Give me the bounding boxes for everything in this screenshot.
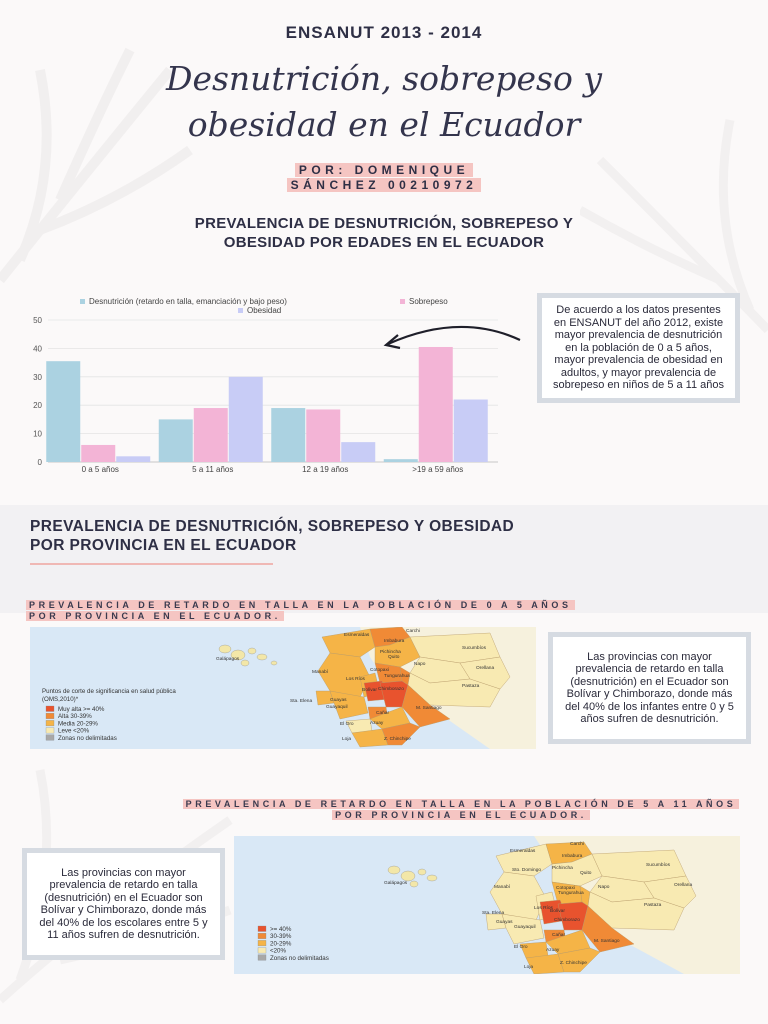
legend-swatch	[258, 933, 266, 939]
legend-label: 20-29%	[270, 940, 292, 948]
section-ages-title-line1: PREVALENCIA DE DESNUTRICIÓN, SOBREPESO Y	[194, 215, 574, 232]
map1-legend-title-line2: (OMS,2010)*	[42, 696, 79, 703]
y-tick-label: 20	[33, 401, 42, 411]
bar-desnutricion	[271, 408, 305, 462]
province-label: Cotopaxi	[556, 886, 575, 891]
province-label: Guayas	[330, 698, 347, 703]
y-tick-label: 40	[33, 344, 42, 354]
divider	[30, 563, 273, 565]
legend-label: >= 40%	[270, 926, 292, 933]
x-tick-label: 5 a 11 años	[192, 465, 234, 474]
province-label: Pastaza	[644, 903, 662, 908]
section-ages-title-line2: OBESIDAD POR EDADES EN EL ECUADOR	[223, 234, 545, 251]
province-label: Manabí	[494, 885, 510, 890]
legend-label: Zonas no delimitadas	[58, 734, 117, 742]
section-provinces-title-line1: PREVALENCIA DE DESNUTRICIÓN, SOBREPESO Y OBESIDAD	[30, 518, 515, 535]
map1-legend-title-line1: Puntos de corte de significancia en salud pública	[42, 688, 176, 695]
province-label: Manabí	[312, 670, 328, 675]
author-badge	[256, 163, 512, 193]
legend-label: Desnutrición (retardo en talla, emanciación y bajo peso)	[89, 297, 287, 306]
province-label: Pastaza	[462, 684, 480, 689]
province-label: Napo	[414, 662, 426, 667]
province-label: Imbabura	[562, 854, 583, 859]
bar-desnutricion	[384, 459, 418, 462]
province-label: Los Ríos	[346, 677, 365, 682]
province-label: El Oro	[514, 945, 528, 950]
y-tick-label: 10	[33, 429, 42, 439]
age-chart-note-text: De acuerdo a los datos presentes en ENSANUT del año 2012, existe mayor prevalencia de desnutrición en la población de 0 a 5 años, mayor prevalencia de obesidad en adultos, y mayor prevalencia de sobrepeso en niños de 5 a 11 años	[552, 304, 725, 392]
legend-swatch	[46, 706, 54, 712]
province-label: Esmeraldas	[344, 633, 370, 638]
bar-obesidad	[116, 456, 150, 462]
province-label: Carchi	[406, 629, 420, 634]
map2-tag	[176, 799, 746, 821]
map2-note	[22, 848, 225, 960]
legend-swatch	[258, 948, 266, 954]
author-text: POR: DOMENIQUE SÁNCHEZ 00210972	[287, 163, 482, 192]
province-label: Chimborazo	[378, 687, 404, 692]
legend-swatch	[46, 713, 54, 719]
province-label: M. Santiago	[594, 939, 620, 944]
province-label: Carchi	[570, 842, 584, 847]
page-title	[0, 56, 768, 148]
legend-swatch	[46, 720, 54, 726]
province-label: Esmeraldas	[510, 849, 536, 854]
province-label: Cañar	[552, 933, 566, 938]
province-label: Guayaquil	[326, 705, 348, 710]
province-label: M. Santiago	[416, 706, 442, 711]
legend-swatch	[400, 299, 405, 304]
province-label: Z. Chinchipe	[560, 961, 587, 966]
province-label: Quito	[388, 655, 400, 660]
province-label: Loja	[524, 965, 534, 970]
bar-obesidad	[229, 377, 263, 462]
map1-tag	[26, 600, 606, 622]
province-label: Pichincha	[552, 866, 573, 871]
y-tick-label: 30	[33, 372, 42, 382]
x-tick-label: 12 a 19 años	[302, 465, 349, 474]
y-tick-label: 0	[37, 458, 42, 467]
province-label: Imbabura	[384, 639, 405, 644]
legend-label: Alta 30-39%	[58, 713, 92, 721]
province-label: Sta. Elena	[482, 911, 505, 916]
age-chart-note	[537, 293, 740, 403]
province-label: Azuay	[370, 721, 384, 726]
province-label: Chimborazo	[554, 918, 580, 923]
map-ecuador-0-5	[30, 627, 536, 749]
province-label: Guayas	[496, 920, 513, 925]
province-label: Tungurahua	[558, 891, 584, 896]
bar-sobrepeso	[306, 409, 340, 462]
section-provinces-title-line2: POR PROVINCIA EN EL ECUADOR	[30, 537, 297, 554]
legend-label: Leve <20%	[58, 727, 90, 735]
bar-desnutricion	[46, 361, 80, 462]
y-tick-label: 50	[33, 316, 42, 325]
bar-obesidad	[454, 400, 488, 462]
province-label: Napo	[598, 885, 610, 890]
x-tick-label: 0 a 5 años	[81, 465, 119, 474]
province-label: Sucumbíos	[462, 646, 486, 651]
province-label: Z. Chinchipe	[384, 737, 411, 742]
province-label: Bolívar	[362, 688, 377, 693]
legend-swatch	[80, 299, 85, 304]
legend-label: Media 20-29%	[58, 720, 98, 728]
map1-note	[548, 632, 751, 744]
province-label: Galápagos	[384, 881, 408, 886]
page-title-line2: obesidad en el Ecuador	[187, 105, 581, 144]
province-label: Tungurahua	[384, 674, 410, 679]
map2-note-text: Las provincias con mayor prevalencia de retardo en talla (desnutrición) en el Ecuador son Bolívar y Chimborazo, donde más del 40% de los escolares entre 5 y 11 años sufren de desnutrición.	[39, 866, 208, 941]
bar-obesidad	[341, 442, 375, 462]
province-label: Sto. Domingo	[512, 868, 542, 873]
bar-sobrepeso	[194, 408, 228, 462]
legend-swatch	[238, 308, 243, 313]
map2-tag-line2: POR PROVINCIA EN EL ECUADOR.	[332, 810, 590, 820]
province-label: Azuay	[546, 948, 560, 953]
province-label: Bolívar	[550, 909, 565, 914]
bar-sobrepeso	[419, 347, 453, 462]
province-label: El Oro	[340, 722, 354, 727]
province-label: Orellana	[674, 883, 693, 888]
province-label: Guayaquil	[514, 925, 536, 930]
province-label: Sta. Elena	[290, 699, 313, 704]
legend-swatch	[258, 955, 266, 961]
bar-desnutricion	[159, 419, 193, 462]
legend-label: Sobrepeso	[409, 297, 448, 306]
survey-title: ENSANUT 2013 - 2014	[285, 23, 483, 42]
legend-label: 30-39%	[270, 933, 292, 941]
bar-sobrepeso	[81, 445, 115, 462]
province-label: Cañar	[376, 711, 390, 716]
section-ages-title	[0, 214, 768, 252]
page-title-line1: Desnutrición, sobrepeso y	[166, 59, 602, 98]
legend-swatch	[258, 940, 266, 946]
province-label: Quito	[580, 871, 592, 876]
x-tick-label: >19 a 59 años	[412, 465, 464, 474]
province-label: Sucumbíos	[646, 863, 670, 868]
legend-swatch	[258, 926, 266, 932]
province-label: Los Ríos	[534, 906, 553, 911]
map1-tag-line2: POR PROVINCIA EN EL ECUADOR.	[26, 611, 284, 621]
legend-swatch	[46, 735, 54, 741]
province-label: Galápagos	[216, 657, 240, 662]
map2-tag-line1: PREVALENCIA DE RETARDO EN TALLA EN LA POBLACIÓN DE 5 A 11 AÑOS	[183, 799, 740, 809]
province-label: Pichincha	[380, 650, 401, 655]
map1-note-text: Las provincias con mayor prevalencia de retardo en talla (desnutrición) en el Ecuador son Bolívar y Chimborazo, donde más del 40% de los infantes entre 0 y 5 años sufren de desnutrición.	[565, 650, 734, 725]
map-ecuador-5-11	[234, 836, 740, 974]
legend-label: Zonas no delimitadas	[270, 954, 329, 962]
legend-label: Muy alta >= 40%	[58, 706, 105, 713]
legend-swatch	[46, 728, 54, 734]
map1-tag-line1: PREVALENCIA DE RETARDO EN TALLA EN LA POBLACIÓN DE 0 A 5 AÑOS	[26, 600, 575, 610]
legend-label: Obesidad	[247, 306, 282, 315]
province-label: Cotopaxi	[370, 668, 389, 673]
province-label: Loja	[342, 737, 352, 742]
section-provinces-title	[30, 517, 730, 555]
legend-label: <20%	[270, 947, 286, 955]
province-label: Orellana	[476, 666, 495, 671]
arrow-icon	[380, 318, 525, 350]
